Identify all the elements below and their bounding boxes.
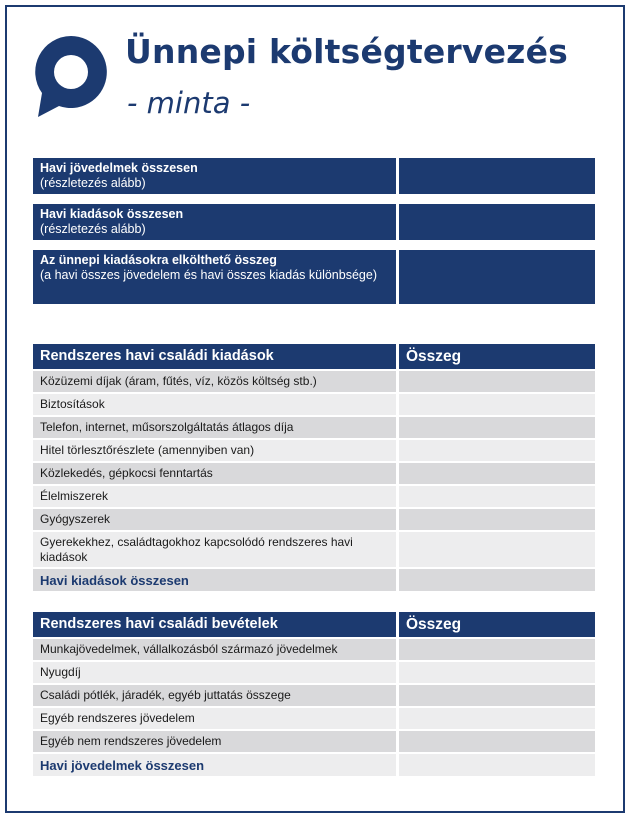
income-header-label: Rendszeres havi családi bevételek xyxy=(33,612,396,637)
expenses-table xyxy=(33,344,595,591)
amount-field[interactable] xyxy=(399,639,595,660)
summary-note: (részletezés alább) xyxy=(40,222,146,236)
table-row xyxy=(33,708,595,729)
table-row xyxy=(33,371,595,392)
amount-field[interactable] xyxy=(399,662,595,683)
row-label: Családi pótlék, járadék, egyéb juttatás összege xyxy=(33,685,396,706)
table-row xyxy=(33,417,595,438)
income-header-amount: Összeg xyxy=(399,612,595,637)
summary-note: (részletezés alább) xyxy=(40,176,146,190)
amount-field[interactable] xyxy=(399,394,595,415)
amount-field[interactable] xyxy=(399,731,595,752)
row-label: Gyerekekhez, családtagokhoz kapcsolódó rendszeres havi kiadások xyxy=(33,532,396,567)
summary-label xyxy=(33,204,396,240)
summary-label xyxy=(33,158,396,194)
table-row xyxy=(33,685,595,706)
table-row xyxy=(33,532,595,567)
summary-title: Havi jövedelmek összesen xyxy=(40,161,198,175)
income-table-header xyxy=(33,612,595,637)
table-row xyxy=(33,394,595,415)
table-row xyxy=(33,731,595,752)
row-label: Gyógyszerek xyxy=(33,509,396,530)
table-row xyxy=(33,509,595,530)
row-label: Egyéb rendszeres jövedelem xyxy=(33,708,396,729)
table-row xyxy=(33,662,595,683)
amount-field[interactable] xyxy=(399,708,595,729)
amount-field[interactable] xyxy=(399,417,595,438)
summary-row-expenses xyxy=(33,204,595,240)
summary-title: Havi kiadások összesen xyxy=(40,207,184,221)
row-label: Nyugdíj xyxy=(33,662,396,683)
table-row xyxy=(33,639,595,660)
amount-field[interactable] xyxy=(399,509,595,530)
amount-field[interactable] xyxy=(399,486,595,507)
expenses-table-header xyxy=(33,344,595,369)
total-amount-field[interactable] xyxy=(399,569,595,591)
summary-label xyxy=(33,250,396,304)
row-label: Egyéb nem rendszeres jövedelem xyxy=(33,731,396,752)
income-total-row xyxy=(33,754,595,776)
income-table xyxy=(33,612,595,776)
page-subtitle: - minta - xyxy=(127,86,251,120)
amount-field[interactable] xyxy=(399,440,595,461)
amount-field[interactable] xyxy=(399,532,595,567)
expenses-total-row xyxy=(33,569,595,591)
summary-row-holiday-budget xyxy=(33,250,595,304)
summary-value-field[interactable] xyxy=(399,158,595,194)
summary-value-field[interactable] xyxy=(399,204,595,240)
row-label: Hitel törlesztőrészlete (amennyiben van) xyxy=(33,440,396,461)
summary-note: (a havi összes jövedelem és havi összes kiadás különbsége) xyxy=(40,268,377,282)
row-label: Telefon, internet, műsorszolgáltatás átlagos díja xyxy=(33,417,396,438)
summary-value-field[interactable] xyxy=(399,250,595,304)
row-label: Munkajövedelmek, vállalkozásból származó jövedelmek xyxy=(33,639,396,660)
table-row xyxy=(33,440,595,461)
row-label: Közüzemi díjak (áram, fűtés, víz, közös költség stb.) xyxy=(33,371,396,392)
row-label: Élelmiszerek xyxy=(33,486,396,507)
page-title: Ünnepi költségtervezés xyxy=(125,32,569,71)
summary-title: Az ünnepi kiadásokra elkölthető összeg xyxy=(40,253,277,267)
summary-row-income xyxy=(33,158,595,194)
expenses-header-amount: Összeg xyxy=(399,344,595,369)
table-row xyxy=(33,463,595,484)
speech-bubble-logo-icon xyxy=(32,33,110,119)
expenses-header-label: Rendszeres havi családi kiadások xyxy=(33,344,396,369)
total-label: Havi jövedelmek összesen xyxy=(33,754,396,776)
row-label: Biztosítások xyxy=(33,394,396,415)
row-label: Közlekedés, gépkocsi fenntartás xyxy=(33,463,396,484)
amount-field[interactable] xyxy=(399,463,595,484)
amount-field[interactable] xyxy=(399,685,595,706)
total-label: Havi kiadások összesen xyxy=(33,569,396,591)
table-row xyxy=(33,486,595,507)
amount-field[interactable] xyxy=(399,371,595,392)
total-amount-field[interactable] xyxy=(399,754,595,776)
